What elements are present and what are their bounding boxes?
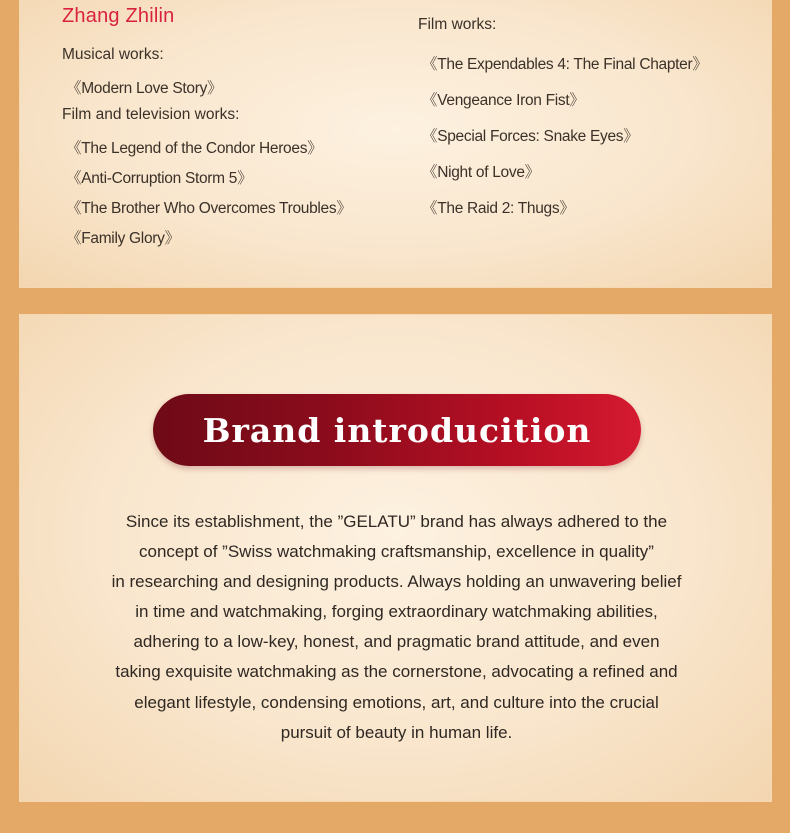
actor-works-panel xyxy=(19,0,772,288)
film-work-item: 《Night of Love》 xyxy=(422,164,540,181)
tv-work-item: 《Anti-Corruption Storm 5》 xyxy=(66,170,253,187)
brand-intro-line: in time and watchmaking, forging extraordinary watchmaking abilities, xyxy=(135,602,658,622)
brand-intro-line: Since its establishment, the ”GELATU” brand has always adhered to the xyxy=(125,512,668,531)
tv-works-heading: Film and television works: xyxy=(62,106,240,123)
tv-work-item: 《Family Glory》 xyxy=(66,230,180,247)
brand-title-banner xyxy=(153,394,641,466)
brand-intro-paragraph xyxy=(50,507,743,748)
tv-work-item: 《The Brother Who Overcomes Troubles》 xyxy=(66,200,352,217)
film-work-item: 《The Raid 2: Thugs》 xyxy=(422,200,575,217)
brand-intro-panel xyxy=(19,314,772,802)
brand-intro-line: taking exquisite watchmaking as the cornerstone, advocating a refined and xyxy=(115,662,678,682)
brand-intro-line: in researching and designing products. Always holding an unwavering belief xyxy=(111,572,682,592)
musical-works-heading: Musical works: xyxy=(62,46,164,63)
brand-intro-line: elegant lifestyle, condensing emotions, art, and culture into the crucial xyxy=(134,692,659,712)
brand-intro-line: adhering to a low-key, honest, and pragmatic brand attitude, and even xyxy=(133,632,660,652)
brand-intro-line: concept of ”Swiss watchmaking craftsmanship, excellence in quality” xyxy=(139,542,654,562)
musical-work-item: 《Modern Love Story》 xyxy=(66,80,223,97)
film-work-item: 《The Expendables 4: The Final Chapter》 xyxy=(422,56,708,73)
brand-intro-line: pursuit of beauty in human life. xyxy=(280,722,513,742)
film-work-item: 《Special Forces: Snake Eyes》 xyxy=(422,128,639,145)
film-works-heading: Film works: xyxy=(418,16,497,33)
actor-name: Zhang Zhilin xyxy=(62,5,175,27)
film-work-item: 《Vengeance Iron Fist》 xyxy=(422,92,585,109)
brand-title: Brand introducition xyxy=(202,410,592,450)
tv-work-item: 《The Legend of the Condor Heroes》 xyxy=(66,140,323,157)
